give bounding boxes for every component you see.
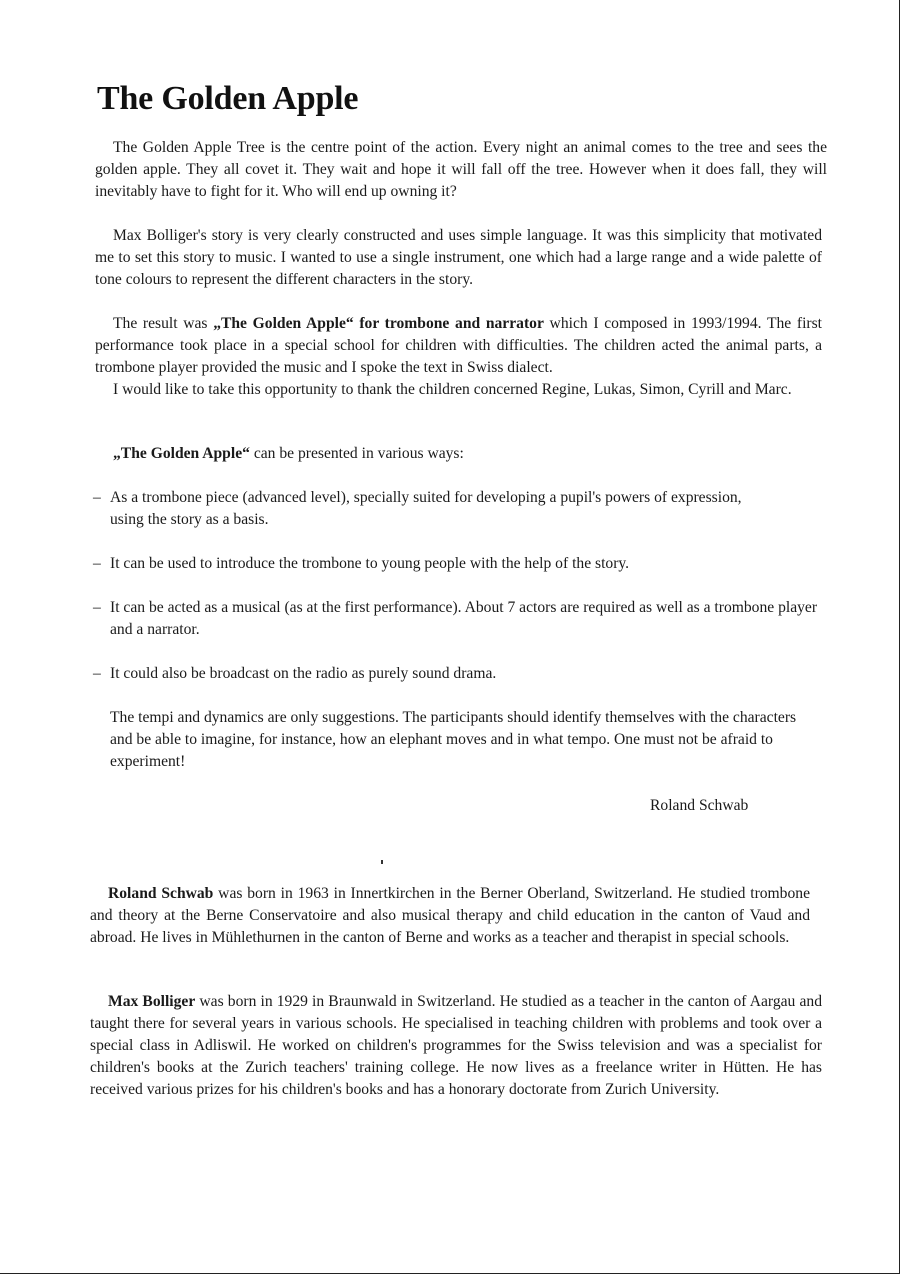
list-item-text: As a trombone piece (advanced level), specially suited for developing a pupil's powers of expression, using the story as a basis. — [110, 489, 742, 528]
list-item-text: It can be acted as a musical (as at the first performance). About 7 actors are required as well as a trombone player and a narrator. — [110, 599, 818, 638]
ways-suffix: can be presented in various ways: — [249, 445, 464, 462]
schwab-bio — [90, 883, 810, 949]
list-item — [93, 553, 773, 575]
list-item — [93, 597, 823, 641]
story-paragraph: Max Bolliger's story is very clearly constructed and uses simple language. It was this simplicity that motivated me to set this story to music. I wanted to use a single instrument, one which had a large range and a wide palette of tone colours to represent the different characters in the story. — [95, 227, 822, 288]
ways-paragraph — [95, 443, 795, 465]
list-item — [93, 487, 773, 531]
schwab-name: Roland Schwab — [108, 885, 214, 902]
ways-work-title: „The Golden Apple“ — [113, 445, 250, 462]
page-title: The Golden Apple — [97, 80, 359, 117]
list-item — [93, 663, 773, 685]
tempi-paragraph: The tempi and dynamics are only suggestions. The participants should identify themselves with the characters and be able to imagine, for instance, how an elephant moves and in what tempo. One must not be afraid to experiment! — [110, 709, 797, 770]
bullet-dash: – — [93, 599, 101, 616]
result-paragraph — [95, 313, 822, 379]
list-item-text: It can be used to introduce the trombone to young people with the help of the story. — [110, 555, 630, 572]
bolliger-name: Max Bolliger — [108, 993, 196, 1010]
bullet-dash: – — [93, 555, 101, 572]
list-item-text: It could also be broadcast on the radio as purely sound drama. — [110, 665, 497, 682]
bolliger-bio-text: was born in 1929 in Braunwald in Switzerland. He studied as a teacher in the canton of Aargau and taught there for several years in various schools. He specialised in teaching children with problems and took over a special class in Adliswil. He worked on children's programmes for the Swiss television and was a specialist for children's books at the Zurich teachers' training college. He now lives as a freelance writer in Hütten. He has received various prizes for his children's books and has a honorary doctorate from Zurich University. — [90, 993, 822, 1098]
intro-paragraph: The Golden Apple Tree is the centre point of the action. Every night an animal comes to the tree and sees the golden apple. They all covet it. They wait and hope it will fall off the tree. However when it does fall, they will inevitably have to fight for it. Who will end up owning it? — [95, 139, 827, 200]
signature: Roland Schwab — [650, 797, 749, 814]
result-work-title: „The Golden Apple“ for trombone and narrator — [213, 315, 544, 332]
bullet-dash: – — [93, 665, 101, 682]
scan-speck — [381, 860, 383, 864]
bullet-dash: – — [93, 489, 101, 506]
bolliger-bio — [90, 991, 822, 1101]
result-prefix: The result was — [113, 315, 214, 332]
result-suffix: which I composed in 1993/1994. The first performance took place in a special school for children with difficulties. The children acted the animal parts, a trombone player provided the music and I spoke the text in Swiss dialect. — [95, 315, 822, 376]
thanks-paragraph: I would like to take this opportunity to thank the children concerned Regine, Lukas, Simon, Cyrill and Marc. — [113, 381, 792, 398]
schwab-bio-text: was born in 1963 in Innertkirchen in the Berner Oberland, Switzerland. He studied trombone and theory at the Berne Conservatoire and also musical therapy and child education in the canton of Vaud and abroad. He lives in Mühlethurnen in the canton of Berne and works as a teacher and therapist in special schools. — [90, 885, 810, 946]
